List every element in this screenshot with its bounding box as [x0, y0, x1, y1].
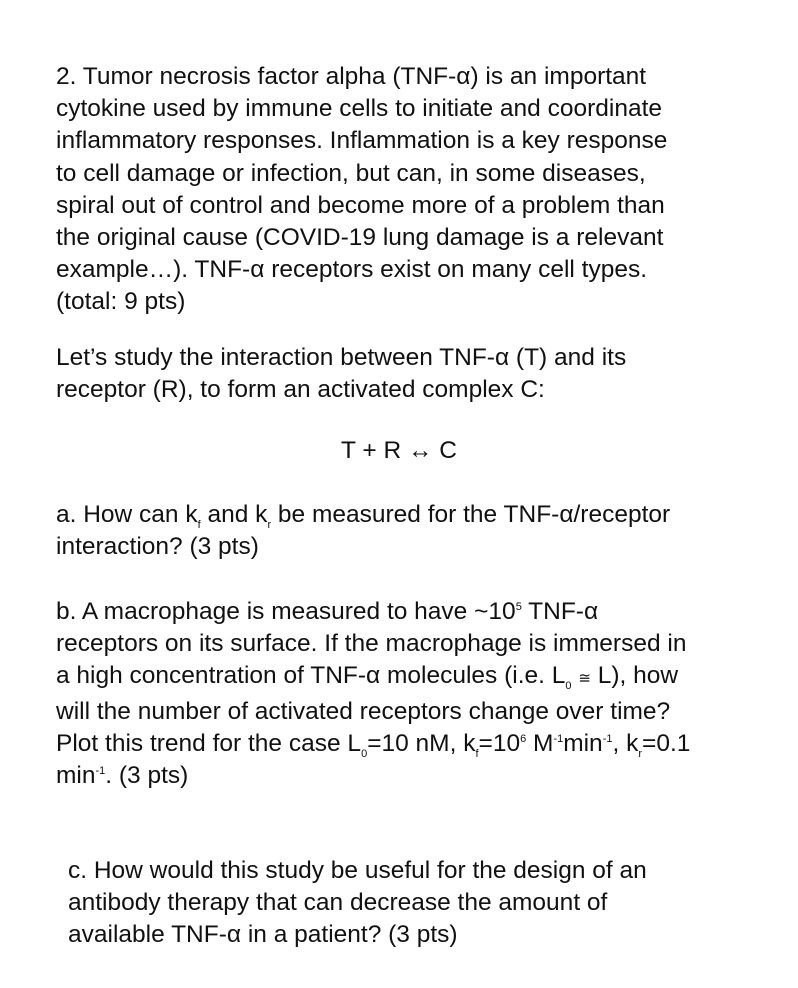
text-run: be measured for the TNF-α/receptor: [271, 501, 671, 528]
text-run: , k: [612, 729, 639, 757]
subscript: f: [475, 747, 479, 760]
text-run: TNF-α: [521, 598, 599, 625]
subscript: 0: [565, 680, 572, 693]
question-b-line-4: will the number of activated receptors change over time?: [56, 697, 671, 725]
subscript: f: [197, 519, 201, 531]
subscript: 0: [361, 747, 368, 760]
reaction-equation: T + R ↔ C: [341, 437, 457, 464]
text-run: a high concentration of TNF-α molecules (i.e. L: [56, 662, 566, 690]
text-run: =10 nM, k: [367, 729, 476, 757]
text-run: Plot this trend for the case L: [56, 729, 362, 757]
question-a: [56, 499, 670, 563]
text-run: . (3 pts): [105, 762, 189, 790]
question-b-line-3: [56, 660, 690, 695]
question-b: [56, 596, 690, 792]
intro-line: inflammatory responses. Inflammation is a key response: [56, 127, 668, 155]
text-run: =10: [478, 729, 521, 757]
question-c: [68, 855, 647, 952]
text-run: min: [563, 729, 603, 757]
superscript: -1: [95, 765, 106, 778]
subscript: r: [638, 747, 643, 760]
intro-line: to cell damage or infection, but can, in some diseases,: [56, 159, 646, 187]
question-a-line-2: interaction? (3 pts): [56, 533, 259, 561]
superscript: 5: [515, 601, 522, 613]
question-b-line-2: receptors on its surface. If the macrophage is immersed in: [56, 630, 687, 658]
intro-line: example…). TNF-α receptors exist on many cell types.: [56, 256, 648, 284]
question-c-line: available TNF-α in a patient? (3 pts): [68, 921, 458, 949]
text-run: M: [526, 729, 554, 757]
superscript: -1: [553, 732, 564, 745]
question-b-line-5: [56, 728, 690, 760]
question-c-line: c. How would this study be useful for the design of an: [68, 857, 647, 884]
intro-line: (total: 9 pts): [56, 288, 186, 316]
intro-paragraph: [56, 61, 667, 319]
study-line: Let’s study the interaction between TNF-α (T) and its: [56, 344, 627, 371]
text-run: =0.1: [642, 729, 691, 757]
text-run: min: [56, 762, 96, 790]
question-c-line: antibody therapy that can decrease the amount of: [68, 889, 608, 917]
superscript: 6: [520, 732, 527, 745]
question-b-line-6: [56, 760, 690, 792]
approx-symbol: ≅: [578, 670, 591, 688]
intro-line: 2. Tumor necrosis factor alpha (TNF-α) is an important: [56, 63, 647, 90]
superscript: -1: [602, 732, 613, 745]
intro-line: the original cause (COVID-19 lung damage is a relevant: [56, 224, 664, 252]
text-run: a. How can k: [56, 501, 198, 528]
question-b-line-1: [56, 596, 690, 628]
text-run: L), how: [590, 662, 679, 690]
subscript: r: [267, 519, 272, 531]
text-run: b. A macrophage is measured to have ~10: [56, 598, 516, 625]
intro-line: cytokine used by immune cells to initiate and coordinate: [56, 95, 663, 123]
study-paragraph: [56, 342, 626, 406]
text-run: and k: [200, 501, 268, 528]
study-line: receptor (R), to form an activated complex C:: [56, 376, 545, 404]
intro-line: spiral out of control and become more of a problem than: [56, 191, 665, 219]
question-a-line-1: [56, 499, 670, 531]
